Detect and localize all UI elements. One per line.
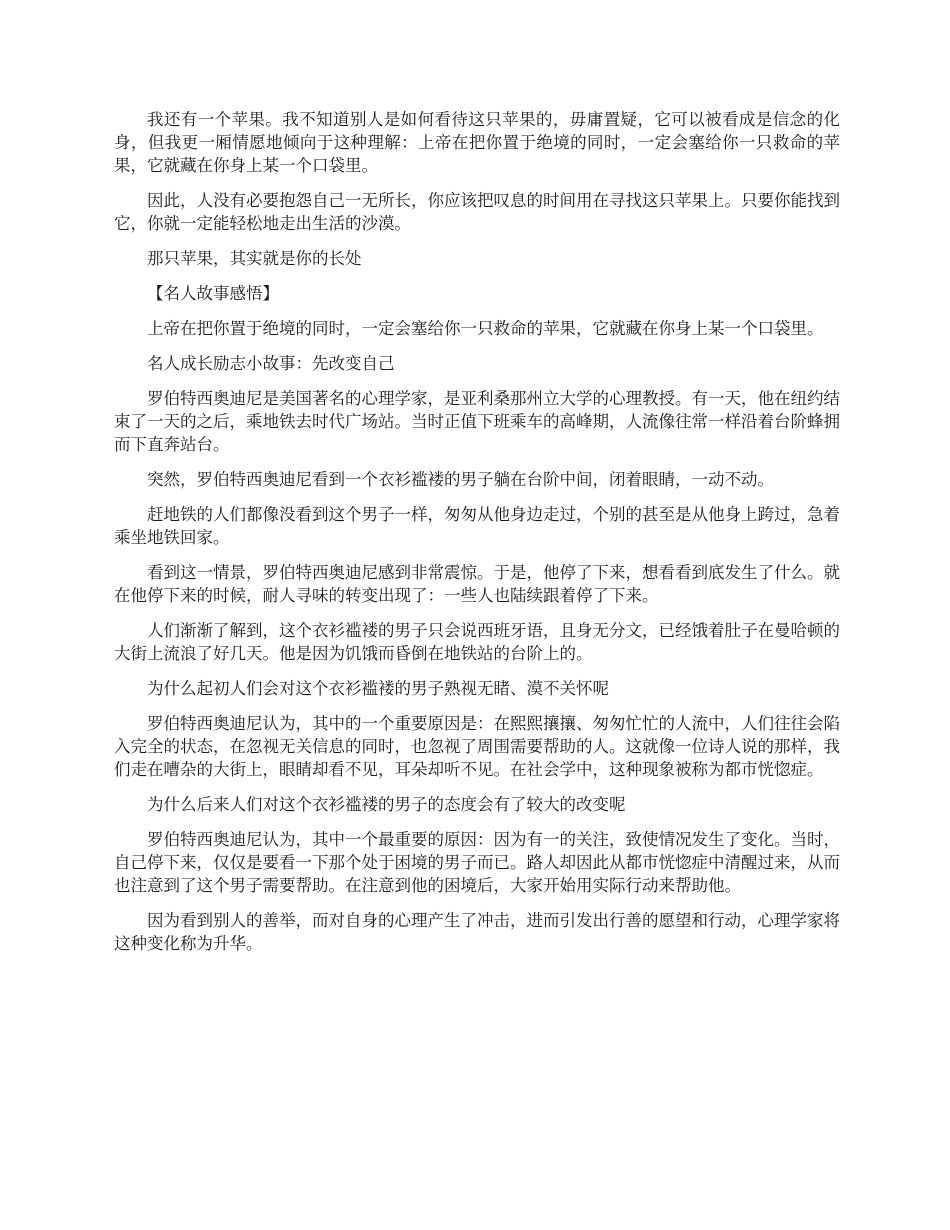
paragraph-story-intro: 罗伯特西奥迪尼是美国著名的心理学家，是亚利桑那州立大学的心理教授。有一天，他在纽约结束了一天的之后，乘地铁去时代广场站。当时正值下班乘车的高峰期，人流像往常一样沿着台阶蜂拥而下直奔站台。 xyxy=(114,389,840,454)
paragraph-elevation: 因为看到别人的善举，而对自身的心理产生了冲击，进而引发出行善的愿望和行动，心理学家将这种变化称为升华。 xyxy=(114,911,840,953)
paragraph-learned: 人们渐渐了解到，这个衣衫褴褛的男子只会说西班牙语，且身无分文，已经饿着肚子在曼哈顿的大街上流浪了好几天。他是因为饥饿而昏倒在地铁站的台阶上的。 xyxy=(114,621,840,663)
paragraph-insight-quote: 上帝在把你置于绝境的同时，一定会塞给你一只救命的苹果，它就藏在你身上某一个口袋里。 xyxy=(147,319,824,338)
paragraph-man-lying: 突然，罗伯特西奥迪尼看到一个衣衫褴褛的男子躺在台阶中间，闭着眼睛，一动不动。 xyxy=(147,470,774,489)
story-title: 名人成长励志小故事：先改变自己 xyxy=(147,354,395,373)
question-why-changed: 为什么后来人们对这个衣衫褴褛的男子的态度会有了较大的改变呢 xyxy=(147,795,626,814)
paragraph-apple-belief: 我还有一个苹果。我不知道别人是如何看待这只苹果的，毋庸置疑，它可以被看成是信念的化身，但我更一厢情愿地倾向于这种理解：上帝在把你置于绝境的同时，一定会塞给你一只救命的苹果，它就藏在你身上某一个口袋里。 xyxy=(114,110,840,175)
paragraph-no-complaint: 因此，人没有必要抱怨自己一无所长，你应该把叹息的时间用在寻找这只苹果上。只要你能找到它，你就一定能轻松地走出生活的沙漠。 xyxy=(114,191,840,233)
paragraph-people-ignore: 赶地铁的人们都像没看到这个男子一样，匆匆从他身边走过，个别的甚至是从他身上跨过，急着乘坐地铁回家。 xyxy=(114,505,840,547)
paragraph-stopped: 看到这一情景，罗伯特西奥迪尼感到非常震惊。于是，他停了下来，想看看到底发生了什么。就在他停下来的时候，耐人寻味的转变出现了：一些人也陆续跟着停了下来。 xyxy=(114,563,840,605)
question-why-ignored: 为什么起初人们会对这个衣衫褴褛的男子熟视无睹、漠不关怀呢 xyxy=(147,679,609,698)
section-heading-insight: 【名人故事感悟】 xyxy=(147,284,279,303)
paragraph-urban-trance: 罗伯特西奥迪尼认为，其中的一个重要原因是：在熙熙攘攘、匆匆忙忙的人流中，人们往往会陷入完全的状态，在忽视无关信息的同时，也忽视了周围需要帮助的人。这就像一位诗人说的那样，我们走在嘈杂的大街上，眼睛却看不见，耳朵却听不见。在社会学中，这种现象被称为都市恍惚症。 xyxy=(114,714,840,779)
paragraph-apple-strength: 那只苹果，其实就是你的长处 xyxy=(147,249,362,268)
document-page xyxy=(114,108,840,967)
paragraph-attention: 罗伯特西奥迪尼认为，其中一个最重要的原因：因为有一的关注，致使情况发生了变化。当时，自己停下来，仅仅是要看一下那个处于困境的男子而已。路人却因此从都市恍惚症中清醒过来，从而也注意到了这个男子需要帮助。在注意到他的困境后，大家开始用实际行动来帮助他。 xyxy=(114,830,840,895)
